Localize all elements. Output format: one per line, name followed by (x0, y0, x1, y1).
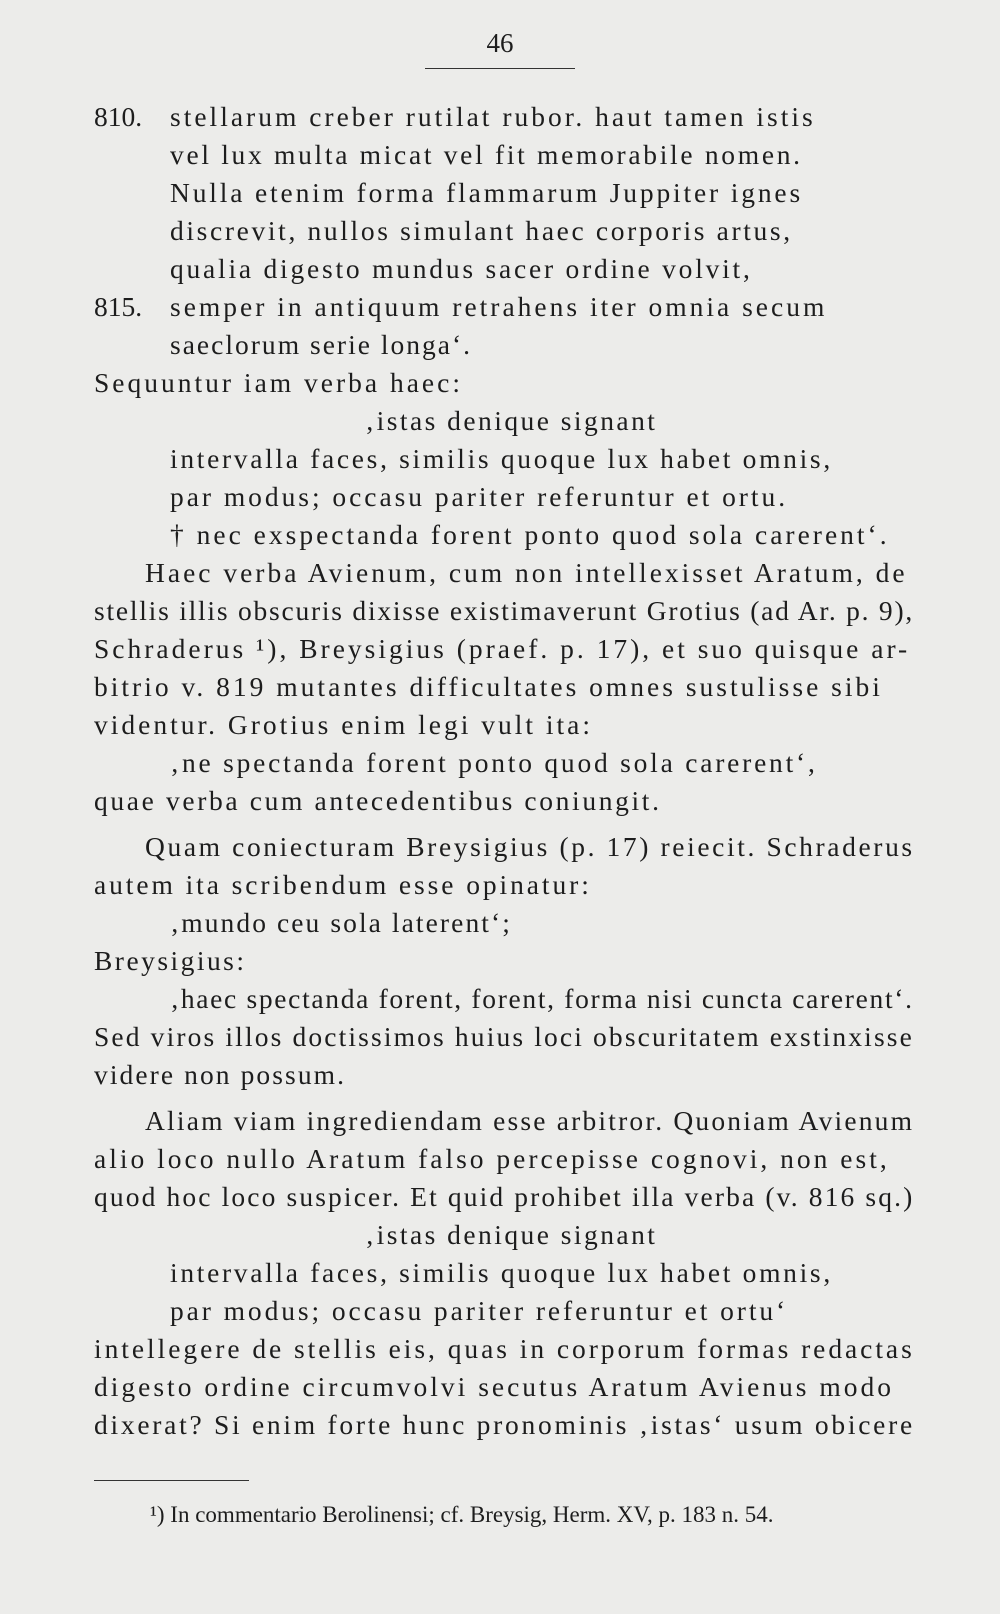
text-line: ‚ne spectanda forent ponto quod sola carerent‘, (170, 747, 818, 778)
page-number: 46 (486, 28, 514, 58)
text-line: ‚istas denique signant (365, 405, 658, 436)
text-line: saeclorum serie longa‘. (170, 329, 473, 360)
footnote-rule (94, 1480, 249, 1481)
text-line: intervalla faces, similis quoque lux habet omnis, (170, 443, 833, 474)
text-line: qualia digesto mundus sacer ordine volvit, (170, 253, 753, 284)
footnote: ¹) In commentario Berolinensi; cf. Breysig, Herm. XV, p. 183 n. 54. (150, 1502, 774, 1527)
text-line: Quam coniecturam Breysigius (p. 17) reiecit. Schraderus (145, 831, 915, 862)
text-line: Aliam viam ingrediendam esse arbitror. Quoniam Avienum (145, 1105, 915, 1136)
text-line: stellis illis obscuris dixisse existimaverunt Grotius (ad Ar. p. 9), (94, 595, 915, 626)
text-line: Sequuntur iam verba haec: (94, 367, 463, 398)
text-line: Breysigius: (94, 945, 247, 976)
text-line: semper in antiquum retrahens iter omnia secum (170, 291, 828, 322)
text-line: quae verba cum antecedentibus coniungit. (94, 785, 662, 816)
header-rule (425, 68, 575, 69)
text-line: ‚mundo ceu sola laterent‘; (170, 907, 512, 938)
text-line: alio loco nullo Aratum falso percepisse cognovi, non est, (94, 1143, 890, 1174)
text-line: autem ita scribendum esse opinatur: (94, 869, 592, 900)
text-line: stellarum creber rutilat rubor. haut tamen istis (170, 101, 816, 132)
text-line: vel lux multa micat vel fit memorabile nomen. (170, 139, 803, 170)
text-line: digesto ordine circumvolvi secutus Aratum Avienus modo (94, 1371, 895, 1402)
text-line: ‚haec spectanda forent, forent, forma nisi cuncta carerent‘. (170, 983, 914, 1014)
text-line: videre non possum. (94, 1059, 347, 1090)
text-line: discrevit, nullos simulant haec corporis artus, (170, 215, 793, 246)
text-line: † nec exspectanda forent ponto quod sola carerent‘. (170, 519, 890, 550)
text-line: dixerat? Si enim forte hunc pronominis ‚istas‘ usum obicere (94, 1409, 915, 1440)
text-line: bitrio v. 819 mutantes difficultates omnes sustulisse sibi (94, 671, 883, 702)
text-line: Sed viros illos doctissimos huius loci obscuritatem exstinxisse (94, 1021, 914, 1052)
text-line: quod hoc loco suspicer. Et quid prohibet illa verba (v. 816 sq.) (94, 1181, 915, 1212)
text-line: par modus; occasu pariter referuntur et ortu. (170, 481, 789, 512)
text-line: intellegere de stellis eis, quas in corporum formas redactas (94, 1333, 915, 1364)
text-line: Schraderus ¹), Breysigius (praef. p. 17), et suo quisque ar- (94, 633, 911, 664)
text-line: intervalla faces, similis quoque lux habet omnis, (170, 1257, 833, 1288)
text-line: Haec verba Avienum, cum non intellexisset Aratum, de (145, 557, 908, 588)
verse-number: 810. (94, 101, 143, 132)
text-line: videntur. Grotius enim legi vult ita: (94, 709, 594, 740)
text-line: par modus; occasu pariter referuntur et ortu‘ (170, 1295, 789, 1326)
verse-number: 815. (94, 291, 143, 322)
text-line: Nulla etenim forma flammarum Juppiter ignes (170, 177, 804, 208)
text-line: ‚istas denique signant (365, 1219, 658, 1250)
